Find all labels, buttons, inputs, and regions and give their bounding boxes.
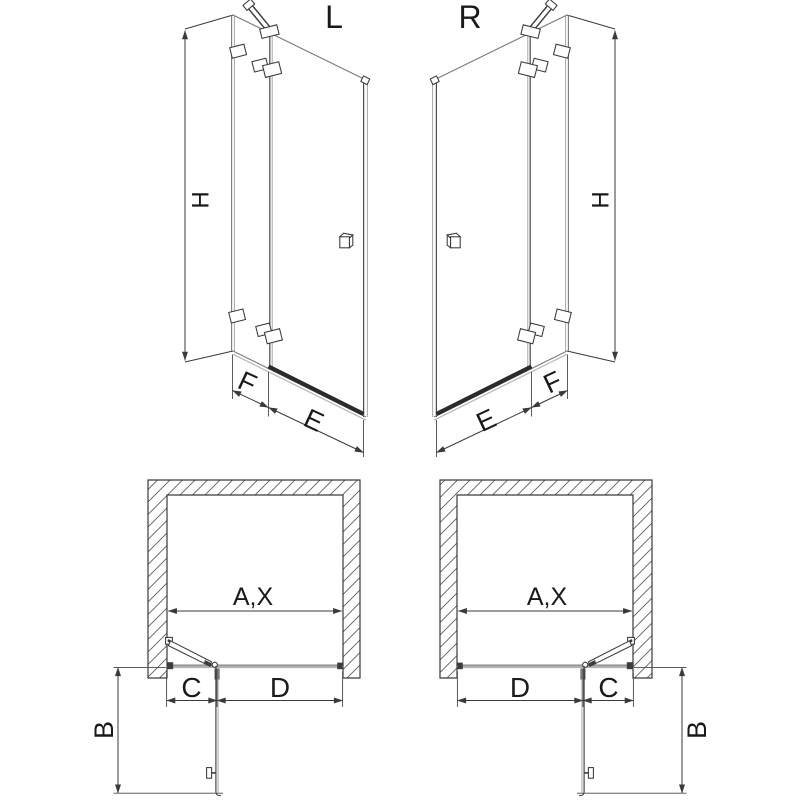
variant-label-left: L <box>325 0 343 36</box>
opening-label-plan-left: A,X <box>232 582 274 611</box>
front-view-left <box>185 0 370 457</box>
door-width-label-right: E <box>471 403 501 438</box>
variant-label-right: R <box>458 0 482 36</box>
door-segment-label-plan-left: D <box>269 671 291 703</box>
front-view-right <box>430 0 615 457</box>
height-label-right: H <box>587 191 615 209</box>
fixed-segment-label-plan-left: C <box>181 671 202 703</box>
opening-label-plan-right: A,X <box>526 582 568 611</box>
door-width-label-left: E <box>299 403 329 438</box>
fixed-width-label-right: F <box>538 365 567 400</box>
projection-label-plan-right: B <box>681 720 712 740</box>
height-label-left: H <box>187 191 215 209</box>
projection-label-plan-left: B <box>88 720 119 740</box>
fixed-segment-label-plan-right: C <box>598 671 619 703</box>
door-segment-label-plan-right: D <box>509 671 531 703</box>
fixed-width-label-left: F <box>233 365 262 400</box>
